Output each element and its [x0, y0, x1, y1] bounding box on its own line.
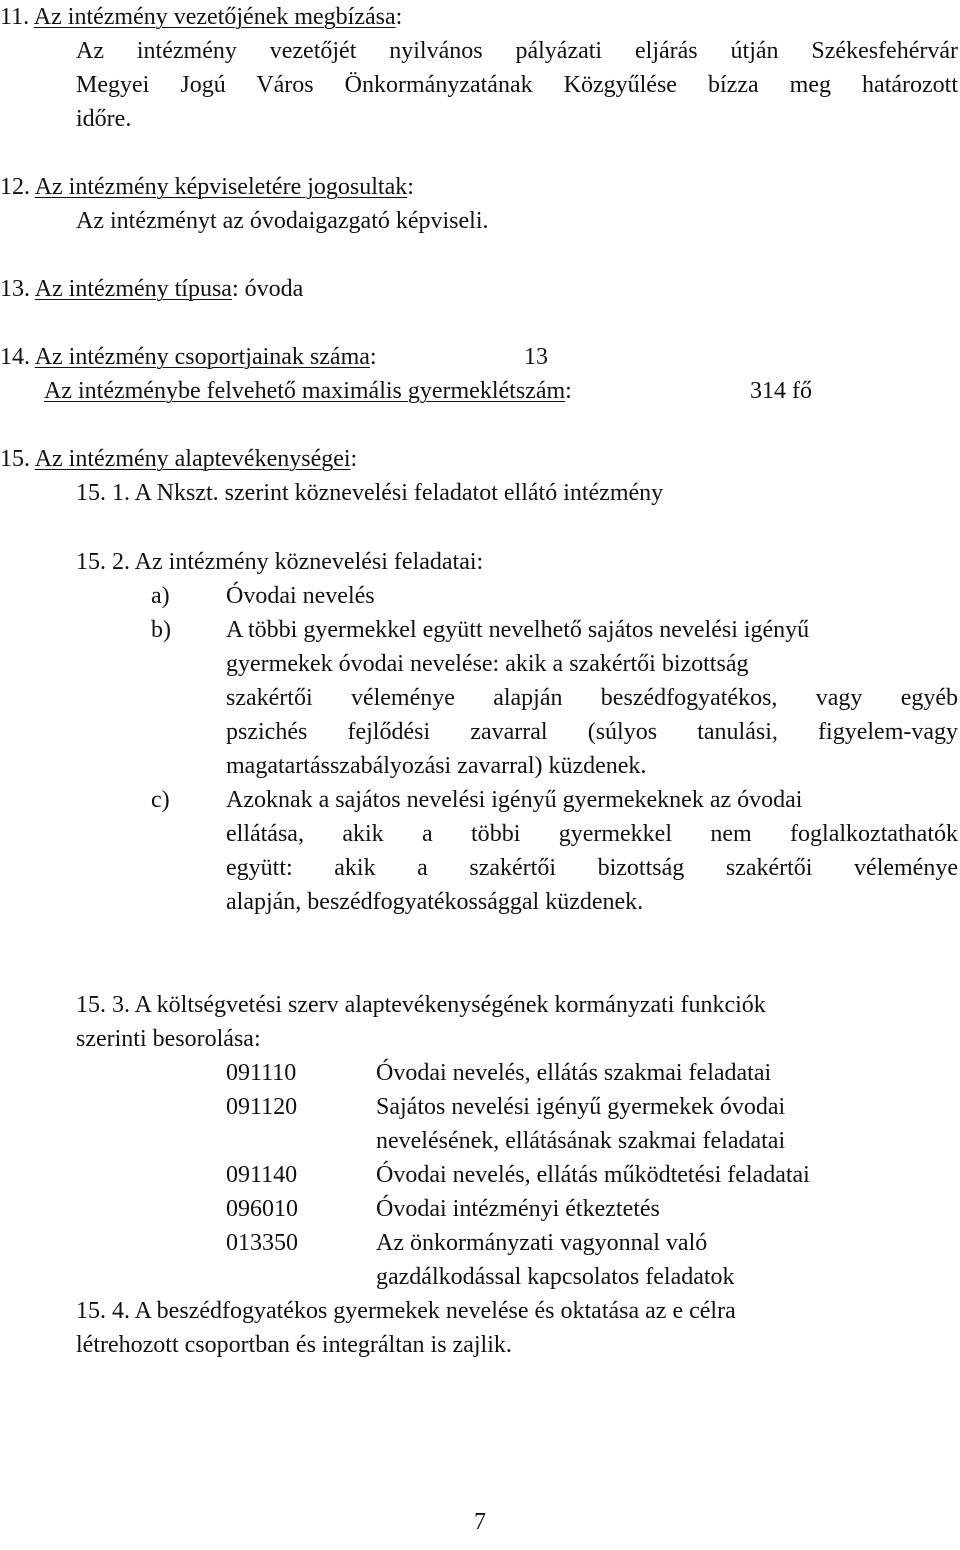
function-code: 091110: [226, 1060, 297, 1086]
list-item-text: ellátása, akik a többi gyermekkel nem foglalkoztathatók: [226, 821, 958, 847]
section-15-4: 15. 4. A beszédfogyatékos gyermekek nevelése és oktatása az e célra: [76, 1298, 736, 1324]
list-item-text: Óvodai nevelés: [226, 583, 375, 609]
list-item-label: b): [151, 617, 171, 643]
function-desc: Óvodai intézményi étkeztetés: [376, 1196, 660, 1222]
section-11-body-line: Az intézmény vezetőjét nyilvános pályázati eljárás útján Székesfehérvár: [76, 38, 958, 64]
section-12-heading: 12. Az intézmény képviseletére jogosultak:: [0, 174, 414, 200]
section-11-heading: 11. Az intézmény vezetőjének megbízása:: [0, 4, 403, 30]
function-desc: gazdálkodással kapcsolatos feladatok: [376, 1264, 735, 1290]
section-15-3: szerinti besorolása:: [76, 1026, 261, 1052]
max-children-label: Az intézménybe felvehető maximális gyermeklétszám:: [44, 378, 572, 404]
group-count-value: 13: [524, 344, 548, 370]
list-item-text: szakértői véleménye alapján beszédfogyatékos, vagy egyéb: [226, 685, 958, 711]
section-11-body-line: időre.: [76, 106, 132, 132]
page-number: 7: [474, 1509, 486, 1535]
function-code: 091120: [226, 1094, 298, 1120]
function-desc: Óvodai nevelés, ellátás működtetési feladatai: [376, 1162, 810, 1188]
list-item-text: magatartásszabályozási zavarral) küzdenek.: [226, 753, 647, 779]
function-desc: Sajátos nevelési igényű gyermekek óvodai: [376, 1094, 786, 1120]
list-item-label: a): [151, 583, 170, 609]
function-code: 096010: [226, 1196, 298, 1222]
section-15-2: 15. 2. Az intézmény köznevelési feladatai:: [76, 549, 484, 575]
function-desc: nevelésének, ellátásának szakmai feladatai: [376, 1128, 786, 1154]
section-12-body: Az intézményt az óvodaigazgató képviseli.: [76, 208, 489, 234]
section-15-1: 15. 1. A Nkszt. szerint köznevelési feladatot ellátó intézmény: [76, 480, 664, 506]
section-11-body-line: Megyei Jogú Város Önkormányzatának Közgyűlése bízza meg határozott: [76, 72, 958, 98]
section-14-heading: 14. Az intézmény csoportjainak száma:: [0, 344, 377, 370]
list-item-text: Azoknak a sajátos nevelési igényű gyermekeknek az óvodai: [226, 787, 803, 813]
list-item-text: alapján, beszédfogyatékossággal küzdenek.: [226, 889, 644, 915]
list-item-text: együtt: akik a szakértői bizottság szakértői véleménye: [226, 855, 958, 881]
function-code: 013350: [226, 1230, 298, 1256]
function-desc: Az önkormányzati vagyonnal való: [376, 1230, 708, 1256]
section-15-heading: 15. Az intézmény alaptevékenységei:: [0, 446, 358, 472]
list-item-text: A többi gyermekkel együtt nevelhető sajátos nevelési igényű: [226, 617, 810, 643]
section-13-heading: 13. Az intézmény típusa: óvoda: [0, 276, 304, 302]
max-children-value: 314 fő: [750, 378, 812, 404]
list-item-text: gyermekek óvodai nevelése: akik a szakértői bizottság: [226, 651, 749, 677]
list-item-text: pszichés fejlődési zavarral (súlyos tanulási, figyelem-vagy: [226, 719, 958, 745]
function-desc: Óvodai nevelés, ellátás szakmai feladatai: [376, 1060, 772, 1086]
section-15-4: létrehozott csoportban és integráltan is zajlik.: [76, 1332, 512, 1358]
list-item-label: c): [151, 787, 170, 813]
function-code: 091140: [226, 1162, 298, 1188]
section-15-3: 15. 3. A költségvetési szerv alaptevékenységének kormányzati funkciók: [76, 992, 766, 1018]
